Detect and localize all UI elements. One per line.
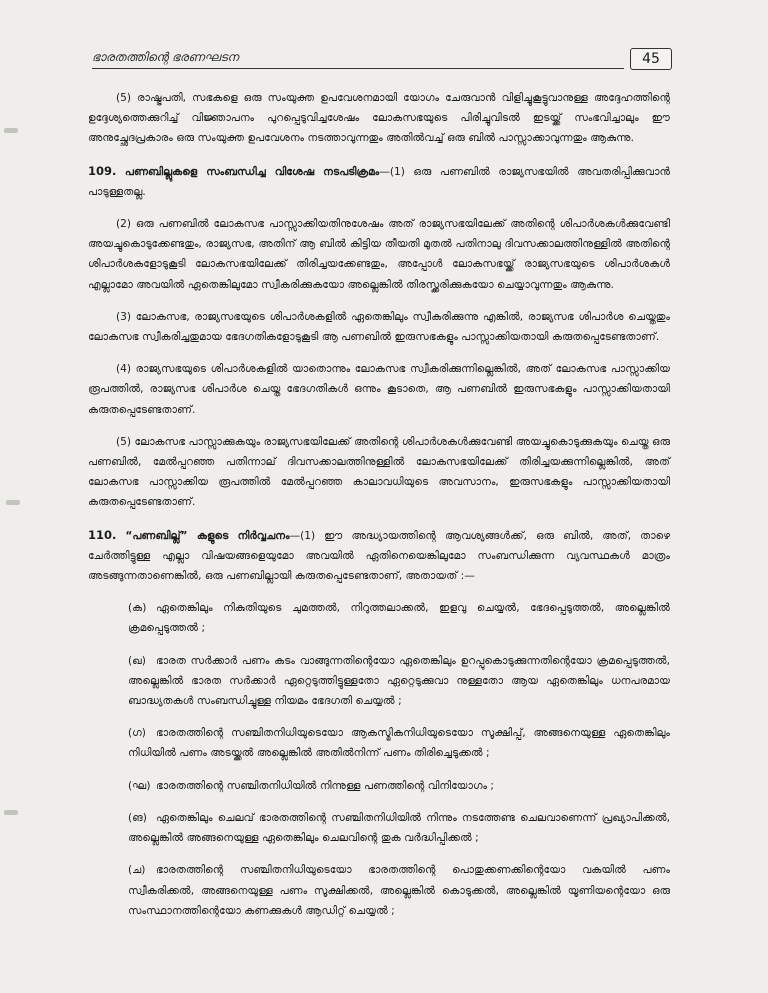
section-heading: “പണബില്ല്” കളുടെ നിർവ്വചനം xyxy=(125,529,290,542)
scan-mark xyxy=(4,128,18,133)
running-title: ഭാരതത്തിന്റെ ഭരണഘടന xyxy=(92,50,239,64)
sub-clause-text: ഭാരതത്തിന്റെ സഞ്ചിതനിധിയുടെയോ ഭാരതത്തിന്റെ പൊതുക്കണക്കിന്റെയോ വകയിൽ പണം സ്വീകരിക്കൽ, അങ്ങനെയുള്ള പണം സൂക്ഷിക്കൽ, അല്ലെങ്കിൽ കൊടുക്കൽ, അല്ലെങ്കിൽ യൂണിയന്റെയോ ഒരു സംസ്ഥാനത്തിന്റെയോ കണക്കുകൾ ആഡിറ്റ് ചെയ്യൽ ; xyxy=(128,864,670,917)
page-header xyxy=(92,48,660,72)
header-rule xyxy=(92,68,624,69)
sub-clause-label: (ങ) xyxy=(128,811,147,824)
page-body xyxy=(88,88,670,933)
sub-clause-label: (ഘ) xyxy=(128,779,151,792)
sub-clause-cha xyxy=(88,860,670,921)
section-number: 110. xyxy=(88,527,117,542)
section-109-clause-5: (5) ലോകസഭ പാസ്സാക്കുകയും രാജ്യസഭയിലേക്ക് അതിന്റെ ശിപാർശകൾക്കുവേണ്ടി അയച്ചുകൊടുക്കുകയും ചെയ്ത ഒരു പണബിൽ, മേൽപ്പറഞ്ഞ പതിന്നാല് ദിവസക്കാലത്തിനുള്ളിൽ ലോകസഭയിലേക്ക് തിരിച്ചയക്കുന്നില്ലെങ്കിൽ, അത് ലോകസഭ പാസ്സാക്കിയ രൂപത്തിൽ മേൽപ്പറഞ്ഞ കാലാവധിയുടെ അവസാനം, ഇരുസഭകളും പാസ്സാക്കിയതായി കരുതപ്പെടേണ്ടതാണ്. xyxy=(88,435,670,509)
sub-clause-label: (ഖ) xyxy=(128,654,146,667)
sub-clause-text: ഭാരത സർക്കാർ പണം കടം വാങ്ങുന്നതിന്റെയോ ഏതെങ്കിലും ഉറപ്പുകൊടുക്കുന്നതിന്റെയോ ക്രമപ്പെടുത്തൽ, അല്ലെങ്കിൽ ഭാരത സർക്കാർ ഏറ്റെടുത്തിട്ടുള്ളതോ ഏറ്റെടുക്കുവാ നുള്ളതോ ആയ ഏതെങ്കിലും ധനപരമായ ബാദ്ധ്യതകൾ സംബന്ധിച്ചുള്ള നിയമം ഭേദഗതി ചെയ്യൽ ; xyxy=(128,654,670,708)
sub-clause-text: ഏതെങ്കിലും നികുതിയുടെ ചുമത്തൽ, നിറുത്തലാക്കൽ, ഇളവു ചെയ്യൽ, ഭേദപ്പെടുത്തൽ, അല്ലെങ്കിൽ ക്രമപ്പെടുത്തൽ ; xyxy=(128,602,670,635)
section-number: 109. xyxy=(88,163,117,178)
section-110-clause-1 xyxy=(88,525,670,587)
sub-clause-text: ഏതെങ്കിലും ചെലവ് ഭാരതത്തിന്റെ സഞ്ചിതനിധിയിൽ നിന്നും നടത്തേണ്ട ചെലവാണെന്ന് പ്രഖ്യാപിക്കൽ, അല്ലെങ്കിൽ അങ്ങനെയുള്ള ഏതെങ്കിലും ചെലവിന്റെ തുക വർദ്ധിപ്പിക്കൽ ; xyxy=(128,811,670,845)
paragraph-107-5: (5) രാഷ്ട്രപതി, സഭകളെ ഒരു സംയുക്ത ഉപവേശനമായി യോഗം ചേരുവാൻ വിളിച്ചുകൂട്ടുവാനുള്ള അദ്ദേഹത്തിന്റെ ഉദ്ദേശ്യത്തെക്കുറിച്ച് വിജ്ഞാപനം പുറപ്പെടുവിച്ചശേഷം ലോകസഭയുടെ പിരിച്ചുവിടൽ ഇടയ്ക്ക് സംഭവിച്ചാലും ഈ അനുച്ഛേദപ്രകാരം ഒരു സംയുക്ത ഉപവേശനം നടത്താവുന്നതും അതിൽവച്ച് ഒരു ബിൽ പാസ്സാക്കാവുന്നതും ആകുന്നു. xyxy=(88,92,670,145)
section-109-clause-3: (3) ലോകസഭ, രാജ്യസഭയുടെ ശിപാർശകളിൽ ഏതെങ്കിലും സ്വീകരിക്കുന്നു എങ്കിൽ, രാജ്യസഭ ശിപാർശ ചെയ്തതും ലോകസഭ സ്വീകരിച്ചതുമായ ഭേദഗതികളോടുകൂടി ആ പണബിൽ ഇരുസഭകളും പാസ്സാക്കിയതായി കരുതപ്പെടേണ്ടതാണ്. xyxy=(88,310,670,344)
sub-clause-nga xyxy=(88,808,670,848)
section-109-clause-2: (2) ഒരു പണബിൽ ലോകസഭ പാസ്സാക്കിയതിനുശേഷം അത് രാജ്യസഭയിലേക്ക് അതിന്റെ ശിപാർശകൾക്കുവേണ്ടി അയച്ചുകൊടുക്കേണ്ടതും, രാജ്യസഭ, അതിന് ആ ബിൽ കിട്ടിയ തീയതി മുതൽ പതിനാലു ദിവസക്കാലത്തിനുള്ളിൽ അതിന്റെ ശിപാർശകളോടുകൂടി ലോകസഭയിലേക്ക് തിരിച്ചയക്കേണ്ടതും, അപ്പോൾ ലോകസഭയ്ക്ക് രാജ്യസഭയുടെ ശിപാർശകൾ എല്ലാമോ അവയിൽ ഏതെങ്കിലുമോ സ്വീകരിക്കുകയോ അല്ലെങ്കിൽ തിരസ്ക്കരിക്കുകയോ ചെയ്യാവുന്നതും ആകുന്നു. xyxy=(88,218,670,291)
scan-mark xyxy=(6,500,20,505)
sub-clause-ka xyxy=(88,598,670,638)
sub-clause-ga xyxy=(88,723,670,763)
sub-clause-label: (ക) xyxy=(128,602,147,615)
section-109-clause-1 xyxy=(88,161,670,202)
clause-text: —(1) ഈ അദ്ധ്യായത്തിന്റെ ആവശ്യങ്ങൾക്ക്, ഒരു ബിൽ, അത്, താഴെ ചേർത്തിട്ടുള്ള എല്ലാ വിഷയങ്ങളെയുമോ അവയിൽ ഏതിനെയെങ്കിലുമോ സംബന്ധിക്കുന്ന വ്യവസ്ഥകൾ മാത്രം അടങ്ങുന്നതാണെങ്കിൽ, ഒരു പണബില്ലായി കരുതപ്പെടേണ്ടതാണ്, അതായത് :— xyxy=(88,529,670,583)
sub-clause-text: ഭാരതത്തിന്റെ സഞ്ചിതനിധിയിൽ നിന്നുള്ള പണത്തിന്റെ വിനിയോഗം ; xyxy=(156,779,494,792)
section-109-clause-4: (4) രാജ്യസഭയുടെ ശിപാർശകളിൽ യാതൊന്നും ലോകസഭ സ്വീകരിക്കുന്നില്ലെങ്കിൽ, അത് ലോകസഭ പാസ്സാക്കിയ രൂപത്തിൽ, രാജ്യസഭ ശിപാർശ ചെയ്ത ഭേദഗതികൾ ഒന്നും കൂടാതെ, ആ പണബിൽ ഇരുസഭകളും പാസ്സാക്കിയതായി കരുതപ്പെടേണ്ടതാണ്. xyxy=(88,363,670,416)
scan-mark xyxy=(4,810,18,815)
sub-clause-text: ഭാരതത്തിന്റെ സഞ്ചിതനിധിയുടെയോ ആകസ്മികനിധിയുടെയോ സൂക്ഷിപ്പ്, അങ്ങനെയുള്ള ഏതെങ്കിലും നിധിയിൽ പണം അടയ്ക്കൽ അല്ലെങ്കിൽ അതിൽനിന്ന് പണം തിരിച്ചെടുക്കൽ ; xyxy=(128,727,670,760)
sub-clause-label: (ഗ) xyxy=(128,727,146,740)
clause-text: —(1) ഒരു പണബിൽ രാജ്യസഭയിൽ അവതരിപ്പിക്കുവാൻ പാടുള്ളതല്ല. xyxy=(88,165,670,198)
sub-clause-kha xyxy=(88,651,670,712)
page-number: 45 xyxy=(630,48,672,70)
sub-clause-gha xyxy=(88,776,670,796)
sub-clause-label: (ച) xyxy=(128,864,146,877)
section-heading: പണബില്ലുകളെ സംബന്ധിച്ച വിശേഷ നടപടിക്രമം xyxy=(124,165,380,178)
